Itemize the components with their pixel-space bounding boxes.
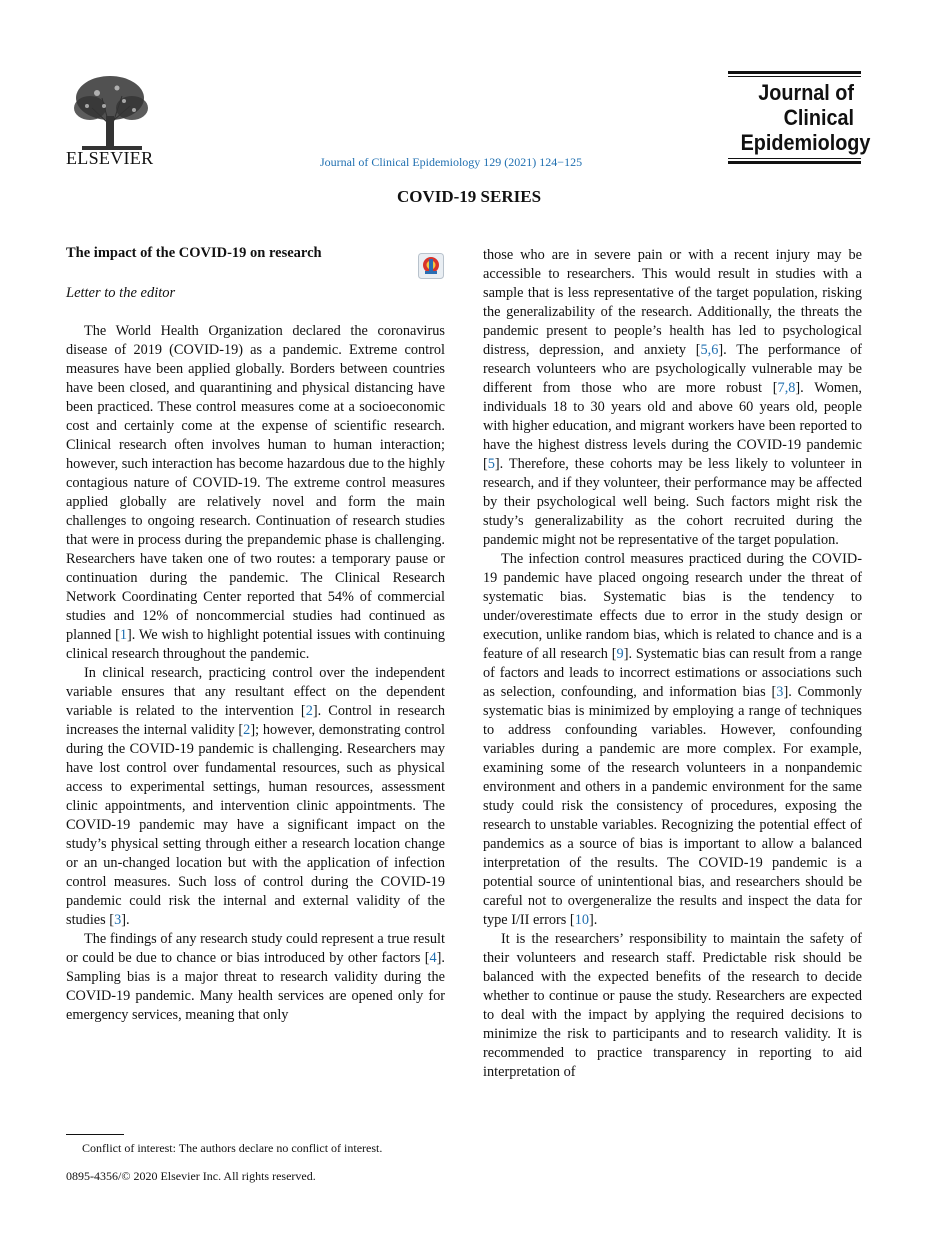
paragraph-text: ]. (121, 912, 130, 928)
paragraph-text: ]. Therefore, these cohorts may be less likely to volunteer in research, and if they volunteer, their performance may be affected by their psychological well being. Such factors might risk the study’s generalizability as the cohort recruited during the pandemic might not be representative of the target population. (483, 456, 862, 548)
journal-title-rule-top-thin (728, 76, 861, 77)
paragraph-text: ]. Sampling bias is a major threat to research validity during the COVID-19 pandemic. Many health services are opened only for emergency services, meaning that only (66, 950, 445, 1023)
paragraph-text: ]. Commonly systematic bias is minimized by employing a range of techniques to address confounding variables. However, confounding variables during a pandemic are more complex. For example, examining some of the research volunteers in a nonpandemic environment and others in a pandemic environment for the same study could risk the consistency of procedures, exposing the research to unstable variables. Recognizing the potential effect of pandemics as a source of bias is important to allow a balanced interpretation of the results. The COVID-19 pandemic is a potential source of unintentional bias, and researchers should be careful not to overgeneralize the results and inspect the data for type I/II errors [ (483, 684, 863, 928)
crossmark-icon[interactable] (418, 253, 444, 279)
article-type: Letter to the editor (66, 285, 176, 301)
right-column (483, 246, 862, 1082)
series-title: COVID-19 SERIES (396, 187, 542, 206)
reference-link[interactable]: 5 (487, 456, 495, 472)
reference-link[interactable]: 3 (776, 684, 784, 700)
journal-title-line: Journal of (758, 80, 854, 105)
journal-title-rule-bottom-thin (728, 158, 861, 159)
copyright-line: 0895-4356/© 2020 Elsevier Inc. All rights reserved. (66, 1169, 316, 1183)
journal-title-line: Clinical (783, 105, 854, 130)
paragraph-text: The infection control measures practiced during the COVID-19 pandemic have placed ongoing research under the threat of systematic bias. Systematic bias is the tendency to under/overestimate effects due to error in the study design or execution, unlike random bias, which is related to chance and is a feature of all research [ (483, 551, 862, 662)
reference-link[interactable]: 4 (429, 950, 437, 966)
reference-link[interactable]: 2 (305, 703, 313, 719)
paragraph-text: ]. Control in research increases the internal validity [ (66, 703, 445, 738)
journal-citation-link[interactable]: Journal of Clinical Epidemiology 129 (2021) 124−125 (320, 155, 583, 169)
paragraph-text: ]. Systematic bias can result from a range of factors and leads to incorrect estimations or associations such as selection, confounding, and information bias [ (483, 646, 862, 700)
body-paragraph (66, 930, 445, 1025)
journal-title-line: Epidemiology (740, 130, 871, 155)
paragraph-text: ]. Women, individuals 18 to 30 years old and above 60 years old, people with higher education, and migrant workers have been reported to have the highest distress levels during the COVID-19 pandemic [ (483, 380, 862, 472)
paragraph-text: ]; however, demonstrating control during the COVID-19 pandemic is challenging. Researchers may have lost control over fundamental resources, such as physical access to experimental settings, human resources, assessment clinic appointments, and intervention clinic appointments. The COVID-19 pandemic may have a significant impact on the study’s physical setting through either a research location change or an un-changed location but with the application of infection control measures. Such loss of control during the COVID-19 pandemic could risk the internal and external validity of the studies [ (66, 722, 445, 928)
paragraph-text: those who are in severe pain or with a recent injury may be accessible to researchers. This would result in studies with a sample that is less representative of the target population, risking the generalizability of the research. Additionally, the threats the pandemic present to people’s health has led to psychological distress, depression, and anxiety [ (483, 247, 862, 358)
body-paragraph (483, 550, 862, 930)
elsevier-tree-logo-icon (62, 68, 158, 158)
journal-title-rule-top (728, 71, 861, 74)
left-column (66, 322, 445, 1025)
paragraph-text: It is the researchers’ responsibility to maintain the safety of their volunteers and research staff. Predictable risk should be balanced with the expected benefits of the research to decide whether to continue or pause the study. Researchers are expected to deal with the impact by applying the required decisions to minimize the risk to participants and to research validity. It is recommended to practice transparency in reporting to aid interpretation of (483, 931, 862, 1080)
reference-link[interactable]: 9 (616, 646, 624, 662)
journal-title (740, 80, 871, 155)
footnote-rule (66, 1134, 124, 1135)
reference-link[interactable]: 7,8 (777, 380, 796, 396)
body-paragraph (483, 930, 862, 1082)
reference-link[interactable]: 3 (114, 912, 122, 928)
reference-link[interactable]: 1 (119, 627, 128, 643)
publisher-name: ELSEVIER (66, 148, 154, 168)
reference-link[interactable]: 10 (574, 912, 589, 928)
paragraph-text: ]. (589, 912, 598, 928)
paragraph-text: ]. We wish to highlight potential issues with continuing clinical research throughout the pandemic. (66, 627, 445, 662)
body-paragraph (483, 246, 862, 550)
paragraph-text: The findings of any research study could represent a true result or could be due to chance or bias introduced by other factors [ (66, 931, 445, 966)
reference-link[interactable]: 5,6 (700, 342, 719, 358)
journal-title-rule-bottom (728, 161, 861, 164)
conflict-of-interest-note: Conflict of interest: The authors declare no conflict of interest. (82, 1141, 383, 1155)
article-title: The impact of the COVID-19 on research (66, 245, 322, 261)
paragraph-text: In clinical research, practicing control over the independent variable ensures that any resultant effect on the dependent variable is related to the intervention [ (66, 665, 445, 719)
paragraph-text: ]. The performance of research volunteers who are psychologically vulnerable may be different from those who are more robust [ (483, 342, 862, 396)
paragraph-text: The World Health Organization declared the coronavirus disease of 2019 (COVID-19) as a pandemic. Extreme control measures have been applied globally. Borders between countries have been closed, and quarantining and physical distancing have been practiced. These control measures come at a socioeconomic cost and certainly come at the expense of scientific research. Clinical research often involves human to human interaction; however, such interaction has become hazardous due to the highly contagious nature of COVID-19. The extreme control measures applied globally are relatively novel and form the main challenges to ongoing research. Continuation of research studies that were in process during the prepandemic phase is challenging. Researchers have taken one of two routes: a temporary pause or continuation during the pandemic. The Clinical Research Network Coordinating Center reported that 54% of commercial studies and 12% of noncommercial studies had continued as planned [ (66, 323, 445, 643)
body-paragraph (66, 322, 445, 664)
reference-link[interactable]: 2 (243, 722, 251, 738)
body-paragraph (66, 664, 445, 930)
